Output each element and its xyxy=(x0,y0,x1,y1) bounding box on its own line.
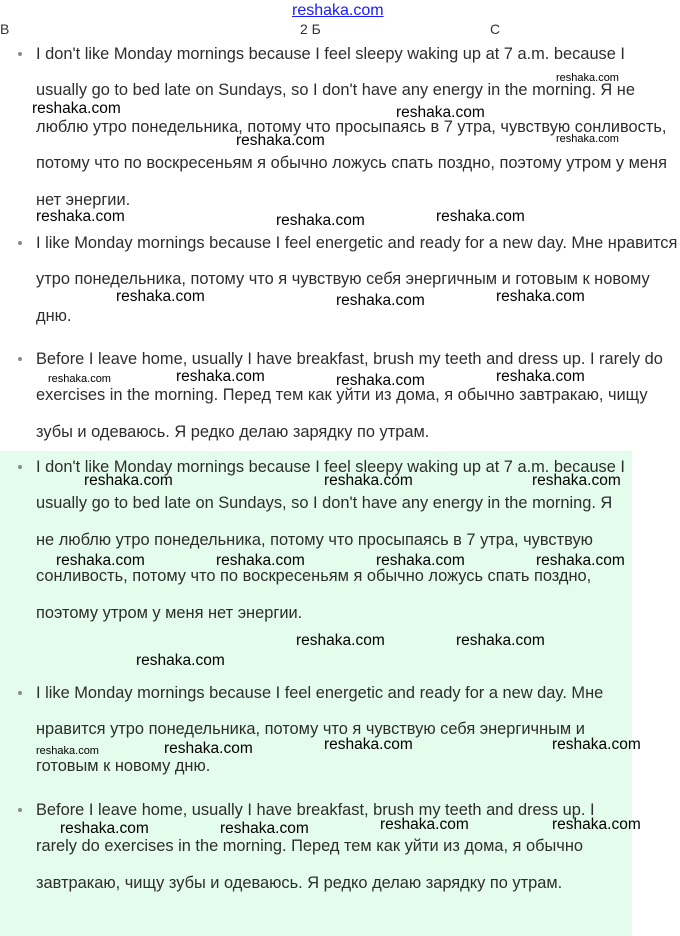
bullet-icon xyxy=(18,808,22,812)
watermark: reshaka.com xyxy=(176,368,265,385)
watermark: reshaka.com xyxy=(556,133,619,145)
watermark: reshaka.com xyxy=(336,292,425,309)
watermark: reshaka.com xyxy=(324,472,413,489)
watermark: reshaka.com xyxy=(396,104,485,121)
list-item-text: I like Monday mornings because I feel energetic and ready for a new day. Мне нравится утро понедельника, потому что я чувствую себя энергичным и готовым к новому дню. xyxy=(36,234,678,325)
watermark: reshaka.com xyxy=(456,632,545,649)
watermark: reshaka.com xyxy=(552,816,641,833)
watermark: reshaka.com xyxy=(336,372,425,389)
watermark: reshaka.com xyxy=(236,132,325,149)
watermark: reshaka.com xyxy=(496,288,585,305)
watermark: reshaka.com xyxy=(32,100,121,117)
watermark: reshaka.com xyxy=(296,632,385,649)
watermark: reshaka.com xyxy=(536,552,625,569)
watermark: reshaka.com xyxy=(532,472,621,489)
watermark: reshaka.com xyxy=(56,552,145,569)
clipped-fragment: С xyxy=(490,21,501,37)
watermark: reshaka.com xyxy=(496,368,585,385)
list-item-text: I like Monday mornings because I feel energetic and ready for a new day. Мне нравится утро понедельника, потому что я чувствую себя энергичным и готовым к новому дню. xyxy=(36,684,604,775)
list-item-text: I don't like Monday mornings because I feel sleepy waking up at 7 a.m. because I usually go to bed late on Sundays, so I don't have any energy in the morning. Я не люблю утро понедельника, потому что просыпаясь в 7 утра, чувствую сонливость, потому что по воскресеньям я обычно ложусь спать поздно, поэтому утром у меня нет энергии. xyxy=(36,45,667,209)
watermark: reshaka.com xyxy=(376,552,465,569)
watermark: reshaka.com xyxy=(556,72,619,84)
watermark: reshaka.com xyxy=(324,736,413,753)
bullet-icon xyxy=(18,241,22,245)
clipped-fragment: В xyxy=(0,21,10,37)
watermark: reshaka.com xyxy=(216,552,305,569)
watermark: reshaka.com xyxy=(136,652,225,669)
list-item-text: I don't like Monday mornings because I feel sleepy waking up at 7 a.m. because I usually go to bed late on Sundays, so I don't have any energy in the morning. Я не люблю утро понедельника, потому что просыпаясь в 7 утра, чувствую сонливость, потому что по воскресеньям я обычно ложусь спать поздно, поэтому утром у меня нет энергии. xyxy=(36,458,625,622)
watermark: reshaka.com xyxy=(220,820,309,837)
list-item-text: Before I leave home, usually I have breakfast, brush my teeth and dress up. I rarely do exercises in the morning. Перед тем как уйти из дома, я обычно завтракаю, чищу зубы и одеваюсь. Я редко делаю зарядку по утрам. xyxy=(36,350,663,441)
list-item-text: Before I leave home, usually I have breakfast, brush my teeth and dress up. I rarely do exercises in the morning. Перед тем как уйти из дома, я обычно завтракаю, чищу зубы и одеваюсь. Я редко делаю зарядку по утрам. xyxy=(36,801,595,892)
watermark: reshaka.com xyxy=(276,212,365,229)
watermark: reshaka.com xyxy=(60,820,149,837)
bullet-icon xyxy=(18,691,22,695)
header-watermark-link[interactable]: reshaka.com xyxy=(292,2,384,19)
bullet-icon xyxy=(18,52,22,56)
watermark: reshaka.com xyxy=(48,373,111,385)
watermark: reshaka.com xyxy=(436,208,525,225)
bullet-icon xyxy=(18,465,22,469)
watermark: reshaka.com xyxy=(84,472,173,489)
watermark: reshaka.com xyxy=(380,816,469,833)
watermark: reshaka.com xyxy=(36,745,99,757)
watermark: reshaka.com xyxy=(164,740,253,757)
bullet-icon xyxy=(18,357,22,361)
watermark: reshaka.com xyxy=(552,736,641,753)
clipped-fragment: 2 Б xyxy=(300,21,321,37)
watermark: reshaka.com xyxy=(36,208,125,225)
watermark: reshaka.com xyxy=(116,288,205,305)
